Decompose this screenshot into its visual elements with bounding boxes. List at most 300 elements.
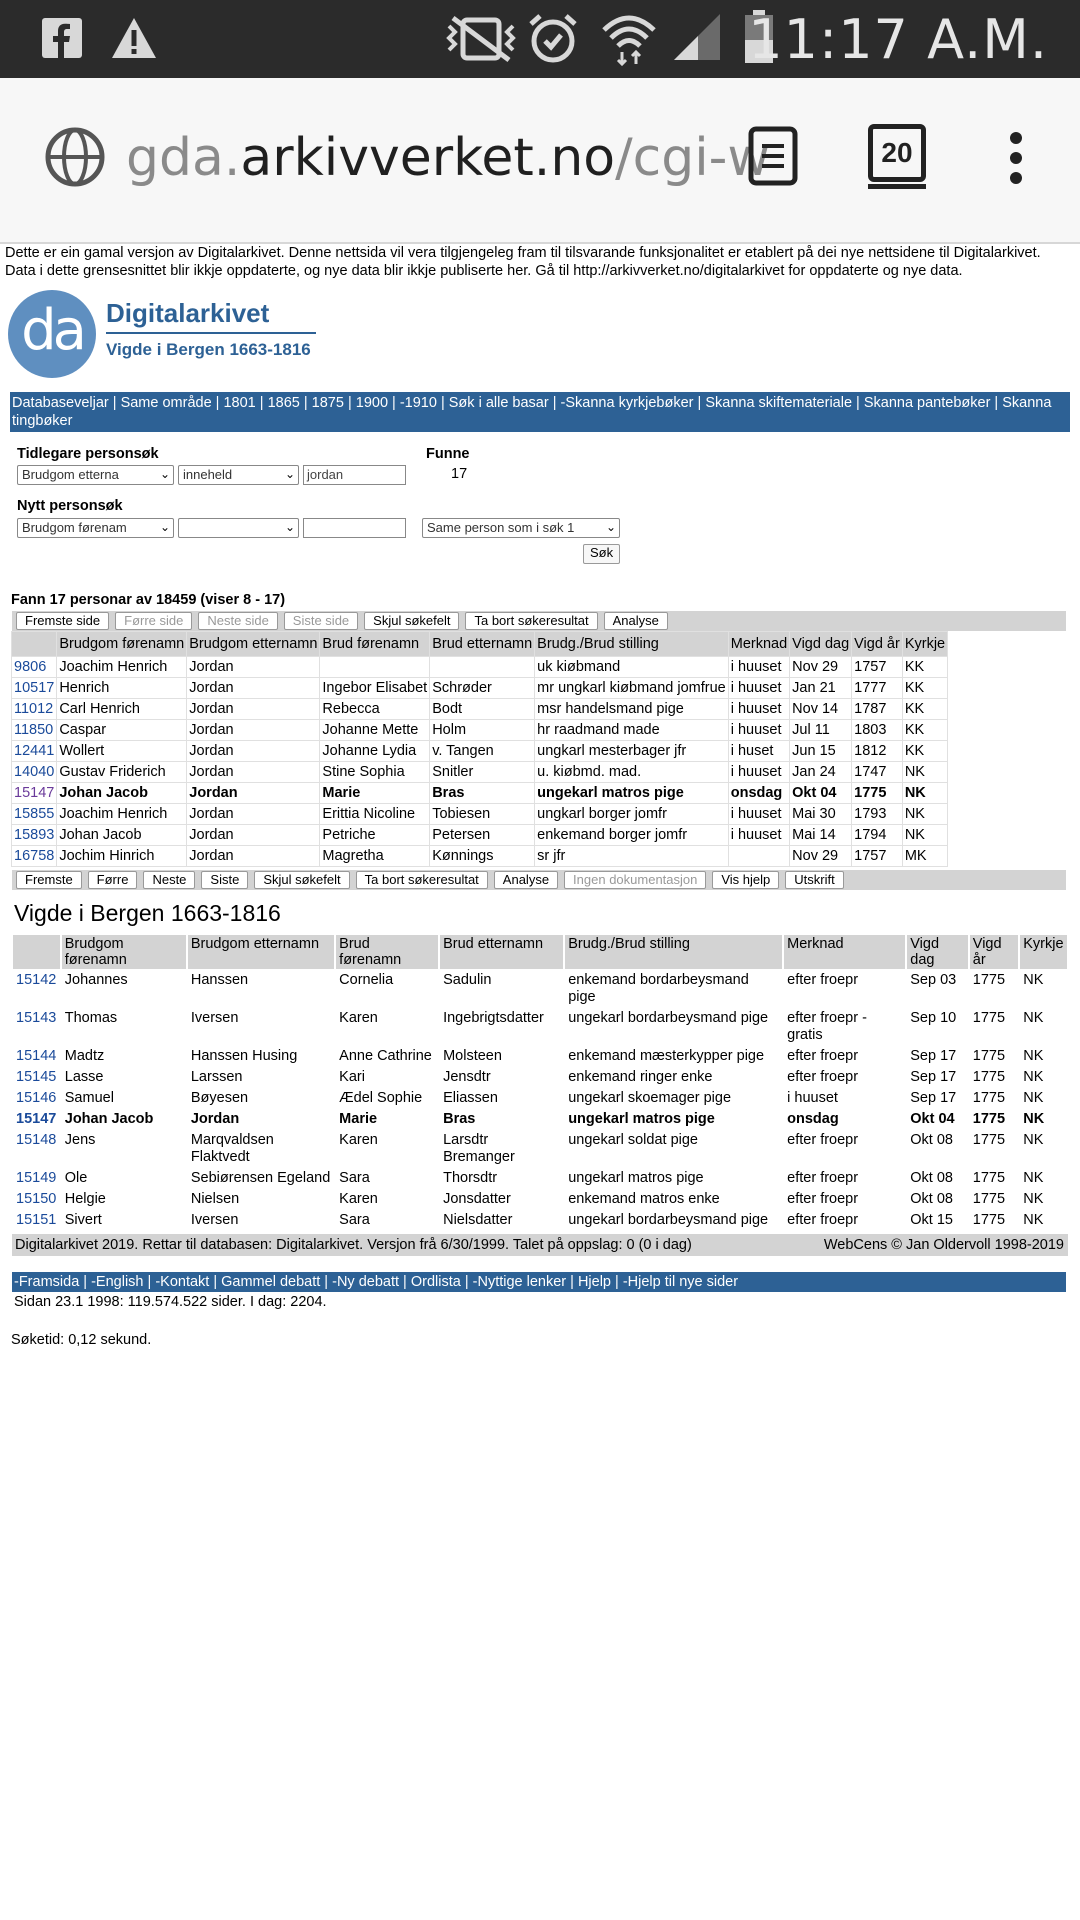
cell-groom-first-name: Madtz: [64, 1048, 105, 1064]
cell-wedding-day: Nov 29: [790, 657, 851, 677]
cell-bride-last-name: Thorsdtr: [443, 1170, 498, 1186]
bottom-button-9[interactable]: Utskrift: [785, 871, 843, 889]
cell-wedding-year: 1747: [852, 762, 902, 782]
cell-groom-first-name: Johan Jacob: [64, 1111, 154, 1127]
credits-bar: [12, 1234, 1068, 1256]
table-row: [13, 1089, 1067, 1108]
bottom-button-7: Ingen dokumentasjon: [564, 871, 706, 889]
cell-bride-first-name: Marie: [320, 783, 429, 803]
cell-bride-last-name: v. Tangen: [430, 741, 534, 761]
cell-bride-first-name: Kari: [339, 1069, 365, 1085]
cell-wedding-day: Sep 17: [910, 1069, 957, 1085]
cell-occupation: hr raadmand made: [535, 720, 728, 740]
nav-link-1[interactable]: Same område: [120, 395, 212, 411]
table-row: [12, 720, 947, 740]
cell-groom-first-name: Johan Jacob: [57, 783, 186, 803]
chevron-down-icon: ⌄: [159, 467, 170, 481]
cell-note: i huuset: [729, 762, 789, 782]
top-button-5[interactable]: Ta bort søkeresultat: [465, 612, 597, 630]
globe-icon[interactable]: [44, 126, 106, 188]
cell-note: efter froepr: [787, 1132, 859, 1148]
cell-bride-first-name: Anne Cathrine: [339, 1048, 432, 1064]
record-link[interactable]: 11012: [14, 701, 54, 717]
table-row: [13, 1110, 1067, 1129]
record-link[interactable]: 15151: [16, 1212, 57, 1228]
status-bar: [0, 0, 1080, 78]
bottom-button-2[interactable]: Neste: [143, 871, 195, 889]
nav-link-6[interactable]: -1910: [399, 395, 437, 411]
cell-bride-last-name: Bodt: [430, 699, 534, 719]
cell-church: KK: [903, 699, 947, 719]
record-link[interactable]: 15142: [16, 972, 57, 988]
cell-groom-last-name: Larssen: [190, 1069, 243, 1085]
cell-church: NK: [1023, 1132, 1044, 1148]
cell-bride-first-name: Johanne Lydia: [320, 741, 429, 761]
nav-separator: |: [299, 395, 312, 411]
nav-link-4[interactable]: 1875: [311, 395, 344, 411]
cell-groom-last-name: Bøyesen: [190, 1090, 249, 1106]
cell-note: efter froepr: [787, 1191, 859, 1207]
nav-separator: |: [320, 1274, 333, 1290]
cell-wedding-day: Sep 10: [910, 1010, 957, 1026]
record-link[interactable]: 15893: [14, 827, 55, 843]
column-header-wedding-year: Vigd år: [852, 632, 902, 656]
cell-bride-first-name: Petriche: [320, 825, 429, 845]
footer-link-5[interactable]: Ordlista: [410, 1274, 461, 1290]
chevron-down-icon: ⌄: [284, 467, 295, 481]
cell-groom-last-name: Nielsen: [190, 1191, 240, 1207]
cell-wedding-day: Okt 04: [790, 783, 851, 803]
cell-wedding-year: 1757: [852, 846, 902, 866]
cell-note: i huuset: [729, 699, 789, 719]
cell-groom-last-name: Jordan: [187, 846, 319, 866]
cell-groom-last-name: Marqvaldsen Flaktvedt: [190, 1132, 274, 1165]
search-button[interactable]: Søk: [583, 544, 620, 564]
footer-link-6[interactable]: -Nyttige lenker: [472, 1274, 567, 1290]
cell-occupation: ungekarl bordarbeysmand pige: [568, 1212, 769, 1228]
table-row: [12, 699, 947, 719]
table-row: [13, 971, 1067, 1007]
cell-wedding-day: Sep 17: [910, 1048, 957, 1064]
cell-record-id: [13, 1047, 60, 1066]
cell-church: KK: [903, 741, 947, 761]
table-row: [13, 1047, 1067, 1066]
nav-separator: |: [460, 1274, 473, 1290]
cell-record-id: [13, 1169, 60, 1188]
table-row: [12, 825, 947, 845]
cell-occupation: ungekarl matros pige: [568, 1111, 715, 1127]
cell-groom-last-name: Jordan: [187, 657, 319, 677]
cell-church: KK: [903, 678, 947, 698]
digitalarkivet-logo[interactable]: da: [8, 290, 96, 378]
cell-groom-first-name: Henrich: [57, 678, 186, 698]
results-header-row: [12, 632, 947, 656]
footer-link-0[interactable]: -Framsida: [14, 1274, 80, 1290]
site-title[interactable]: Digitalarkivet: [106, 298, 270, 328]
cell-wedding-day: Nov 14: [790, 699, 851, 719]
clock: 11:17 A.M.: [748, 8, 1048, 71]
cell-church: MK: [903, 846, 947, 866]
same-person-value: Same person som i søk 1: [427, 520, 575, 535]
database-subtitle: Vigde i Bergen 1663-1816: [106, 340, 311, 359]
cell-note: efter froepr: [787, 1170, 859, 1186]
table-row: [13, 1211, 1067, 1230]
cell-groom-last-name: Jordan: [187, 741, 319, 761]
cell-occupation: ungekarl matros pige: [535, 783, 728, 803]
cell-wedding-year: 1775: [972, 1010, 1006, 1026]
cell-note: onsdag: [729, 783, 789, 803]
cell-church: NK: [903, 825, 947, 845]
new-field-select[interactable]: [17, 518, 174, 538]
cell-occupation: enkemand bordarbeysmand pige: [568, 972, 749, 1005]
cell-groom-first-name: Jochim Hinrich: [57, 846, 186, 866]
record-link[interactable]: 15149: [16, 1170, 57, 1186]
cell-wedding-day: Okt 04: [910, 1111, 955, 1127]
cell-groom-last-name: Jordan: [190, 1111, 240, 1127]
nav-link-3[interactable]: 1865: [267, 395, 300, 411]
column-header-bride-last-name: Brud etternamn: [440, 935, 563, 969]
nav-separator: |: [548, 395, 561, 411]
alarm-icon: [528, 12, 578, 64]
column-header-wedding-year: Vigd år: [970, 935, 1018, 969]
cell-church: NK: [1023, 1191, 1044, 1207]
detail-table: [11, 933, 1069, 1232]
deprecation-notice: Dette er ein gamal versjon av Digitalarkivet. Denne nettsida vil vera tilgjengeleg fram til tilsvarande funksjonalitet er etablert på dei nye nettsidene til Digitalarkivet. Data i dette grensesnittet blir ikkje oppdaterte, og nye data blir ikkje publiserte her. Gå til http://arkivverket.no/digitalarkivet for oppdaterte og nye data.: [5, 245, 1041, 279]
nav-link-5[interactable]: 1900: [355, 395, 389, 411]
wifi-icon: [600, 10, 658, 66]
cell-wedding-year: 1775: [972, 1191, 1006, 1207]
cell-bride-first-name: [320, 657, 429, 677]
new-operator-select[interactable]: [178, 518, 299, 538]
footer-link-8[interactable]: -Hjelp til nye sider: [622, 1274, 739, 1290]
cell-bride-first-name: Cornelia: [339, 972, 394, 988]
cell-groom-first-name: Sivert: [64, 1212, 102, 1228]
cell-wedding-year: 1793: [852, 804, 902, 824]
nav-separator: |: [399, 1274, 411, 1290]
previous-field-value: Brudgom etterna: [22, 467, 119, 482]
cell-bride-first-name: Karen: [339, 1132, 378, 1148]
cell-bride-first-name: Karen: [339, 1191, 378, 1207]
column-header-record-id: [12, 632, 56, 656]
cell-groom-first-name: Carl Henrich: [57, 699, 186, 719]
cell-occupation: msr handelsmand pige: [535, 699, 728, 719]
detail-header-row: [13, 935, 1067, 969]
tab-switcher-button[interactable]: 20: [868, 124, 926, 182]
cell-wedding-year: 1775: [972, 1069, 1006, 1085]
cell-wedding-year: 1775: [972, 1212, 1006, 1228]
bottom-button-0[interactable]: Fremste: [16, 871, 82, 889]
cell-groom-first-name: Caspar: [57, 720, 186, 740]
footer-link-1[interactable]: -English: [91, 1274, 144, 1290]
record-link[interactable]: 15147: [14, 785, 55, 801]
nav-link-2[interactable]: 1801: [223, 395, 256, 411]
chevron-down-icon: ⌄: [284, 520, 295, 534]
page-stats: Sidan 23.1 1998: 119.574.522 sider. I dag: 2204.: [14, 1294, 327, 1310]
previous-operator-select[interactable]: [178, 465, 299, 485]
results-toolbar-bottom: [12, 870, 1066, 890]
cell-church: NK: [1023, 1212, 1044, 1228]
footer-link-7[interactable]: Hjelp: [577, 1274, 611, 1290]
cell-wedding-year: 1775: [972, 1111, 1006, 1127]
column-header-occupation: Brudg./Brud stilling: [535, 632, 728, 656]
facebook-icon: [42, 18, 82, 58]
detail-title: Vigde i Bergen 1663-1816: [14, 900, 281, 926]
cell-groom-first-name: Lasse: [64, 1069, 104, 1085]
cell-groom-last-name: Jordan: [187, 825, 319, 845]
cell-bride-last-name: Jensdtr: [443, 1069, 491, 1085]
cell-note: i huuset: [729, 678, 789, 698]
top-button-6[interactable]: Analyse: [604, 612, 668, 630]
results-toolbar-top: [12, 611, 1066, 631]
record-link[interactable]: 15145: [16, 1069, 57, 1085]
cell-wedding-year: 1794: [852, 825, 902, 845]
cell-occupation: ungekarl bordarbeysmand pige: [568, 1010, 769, 1026]
cell-occupation: enkemand mæsterkypper pige: [568, 1048, 765, 1064]
cell-groom-first-name: Gustav Friderich: [57, 762, 186, 782]
nav-separator: |: [693, 395, 706, 411]
record-link[interactable]: 15146: [16, 1090, 57, 1106]
cell-wedding-day: Okt 08: [910, 1191, 953, 1207]
cell-bride-first-name: Johanne Mette: [320, 720, 429, 740]
signal-icon: [672, 12, 724, 62]
cell-bride-last-name: Ingebrigtsdatter: [443, 1010, 544, 1026]
cell-bride-first-name: Ædel Sophie: [339, 1090, 423, 1106]
cell-note: efter froepr: [787, 1048, 859, 1064]
nav-separator: |: [79, 1274, 92, 1290]
cell-occupation: ungekarl soldat pige: [568, 1132, 698, 1148]
top-button-4[interactable]: Skjul søkefelt: [364, 612, 459, 630]
cell-church: KK: [903, 720, 947, 740]
warning-icon: [110, 16, 158, 60]
cell-occupation: ungekarl skoemager pige: [568, 1090, 732, 1106]
cell-record-id: [12, 783, 56, 803]
cell-groom-last-name: Iversen: [190, 1010, 239, 1026]
table-row: [12, 741, 947, 761]
record-link[interactable]: 9806: [14, 659, 47, 675]
nav-link-7[interactable]: Søk i alle basar: [448, 395, 549, 411]
record-link[interactable]: 10517: [14, 680, 55, 696]
cell-wedding-year: 1775: [972, 1132, 1006, 1148]
cell-groom-first-name: Samuel: [64, 1090, 114, 1106]
nav-link-11[interactable]: Skanna tingbøker: [12, 395, 1052, 429]
table-row: [13, 1009, 1067, 1045]
bottom-button-3[interactable]: Siste: [201, 871, 248, 889]
cell-wedding-day: Sep 17: [910, 1090, 957, 1106]
table-row: [13, 1190, 1067, 1209]
bottom-button-8[interactable]: Vis hjelp: [712, 871, 779, 889]
footer-navigation: [12, 1272, 1066, 1292]
cell-occupation: mr ungkarl kiøbmand jomfrue: [537, 680, 726, 696]
cell-wedding-year: 1777: [852, 678, 902, 698]
column-header-bride-last-name: Brud etternamn: [430, 632, 534, 656]
cell-groom-first-name: Jens: [64, 1132, 96, 1148]
record-link[interactable]: 15147: [16, 1111, 57, 1127]
column-header-groom-last-name: Brudgom etternamn: [187, 632, 319, 656]
cell-bride-last-name: Bras: [443, 1111, 476, 1127]
previous-field-select[interactable]: [17, 465, 174, 485]
cell-groom-last-name: Hanssen: [190, 972, 249, 988]
table-row: [13, 1068, 1067, 1087]
cell-wedding-day: Okt 08: [910, 1170, 953, 1186]
bottom-button-6[interactable]: Analyse: [494, 871, 558, 889]
cell-note: efter froepr: [787, 972, 859, 988]
cell-occupation: sr jfr: [535, 846, 728, 866]
cell-bride-last-name: Jonsdatter: [443, 1191, 511, 1207]
cell-note: efter froepr - gratis: [787, 1010, 867, 1043]
record-link[interactable]: 15150: [16, 1191, 57, 1207]
cell-groom-first-name: Thomas: [64, 1010, 118, 1026]
footer-link-4[interactable]: -Ny debatt: [332, 1274, 400, 1290]
record-link[interactable]: 15148: [16, 1132, 57, 1148]
nav-separator: |: [436, 395, 449, 411]
nav-separator: |: [211, 395, 224, 411]
previous-search-label: Tidlegare personsøk: [17, 446, 159, 462]
cell-wedding-day: Jun 15: [790, 741, 851, 761]
same-person-select[interactable]: [422, 518, 620, 538]
cell-record-id: [13, 1089, 60, 1108]
record-link[interactable]: 11850: [14, 722, 54, 738]
cell-wedding-day: Mai 30: [790, 804, 851, 824]
column-header-church: Kyrkje: [903, 632, 947, 656]
nav-separator: |: [990, 395, 1003, 411]
footer-link-3[interactable]: Gammel debatt: [221, 1274, 321, 1290]
chevron-down-icon: ⌄: [159, 520, 170, 534]
column-header-wedding-day: Vigd dag: [907, 935, 968, 969]
browser-toolbar: [0, 78, 1080, 244]
address-bar[interactable]: [126, 128, 770, 188]
cell-occupation: ungkarl mesterbager jfr: [535, 741, 728, 761]
cell-bride-first-name: Rebecca: [320, 699, 429, 719]
cell-record-id: [13, 1131, 60, 1167]
column-header-bride-first-name: Brud førenamn: [336, 935, 438, 969]
nav-separator: |: [566, 1274, 578, 1290]
new-search-label: Nytt personsøk: [17, 498, 123, 514]
cell-occupation: u. kiøbmd. mad.: [535, 762, 728, 782]
nav-link-0[interactable]: Databaseveljar: [12, 395, 109, 411]
cell-bride-first-name: Stine Sophia: [320, 762, 429, 782]
table-row: [12, 762, 947, 782]
record-link[interactable]: 12441: [14, 743, 55, 759]
cell-note: [729, 846, 789, 866]
bottom-button-4[interactable]: Skjul søkefelt: [254, 871, 349, 889]
cell-record-id: [13, 1190, 60, 1209]
vibrate-mute-icon: [445, 14, 517, 64]
column-header-record-id: [13, 935, 60, 969]
table-row: [12, 783, 947, 803]
top-navigation: [10, 392, 1070, 432]
previous-search-input[interactable]: jordan: [303, 465, 406, 485]
cell-church: NK: [1023, 972, 1044, 988]
cell-groom-last-name: Jordan: [187, 699, 319, 719]
cell-bride-first-name: Sara: [339, 1170, 370, 1186]
record-link[interactable]: 15855: [14, 806, 55, 822]
cell-church: NK: [1023, 1090, 1044, 1106]
column-header-church: Kyrkje: [1020, 935, 1067, 969]
cell-bride-first-name: Sara: [339, 1212, 370, 1228]
overflow-menu-icon[interactable]: [1006, 132, 1026, 184]
nav-separator: |: [108, 395, 121, 411]
bottom-button-1[interactable]: Førre: [88, 871, 138, 889]
cell-record-id: [12, 825, 56, 845]
nav-link-10[interactable]: Skanna pantebøker: [863, 395, 991, 411]
cell-wedding-year: 1787: [852, 699, 902, 719]
footer-link-2[interactable]: -Kontakt: [155, 1274, 210, 1290]
previous-operator-value: inneheld: [183, 467, 233, 482]
cell-wedding-day: Mai 14: [790, 825, 851, 845]
cell-bride-last-name: Larsdtr Bremanger: [443, 1132, 515, 1165]
cell-wedding-day: Sep 03: [910, 972, 957, 988]
new-search-input[interactable]: [303, 518, 406, 538]
cell-bride-last-name: Holm: [430, 720, 534, 740]
cell-groom-last-name: Jordan: [187, 762, 319, 782]
nav-separator: |: [343, 395, 356, 411]
cell-note: onsdag: [787, 1111, 839, 1127]
cell-bride-last-name: Schrøder: [430, 678, 534, 698]
nav-separator: |: [611, 1274, 623, 1290]
cell-bride-last-name: Snitler: [430, 762, 534, 782]
cell-groom-first-name: Joachim Henrich: [57, 804, 186, 824]
cell-groom-first-name: Ole: [64, 1170, 88, 1186]
cell-wedding-day: Jan 21: [790, 678, 851, 698]
cell-groom-last-name: Iversen: [190, 1212, 239, 1228]
cell-record-id: [12, 699, 56, 719]
cell-groom-last-name: Sebiørensen Egeland: [190, 1170, 331, 1186]
cell-bride-last-name: Sadulin: [443, 972, 492, 988]
table-row: [13, 1169, 1067, 1188]
cell-note: i huuset: [729, 825, 789, 845]
cell-bride-first-name: Karen: [339, 1010, 378, 1026]
cell-note: i huset: [729, 741, 789, 761]
cell-bride-first-name: Erittia Nicoline: [320, 804, 429, 824]
cell-church: NK: [1023, 1111, 1045, 1127]
cell-groom-first-name: Helgie: [64, 1191, 106, 1207]
credits-text: Digitalarkivet 2019. Rettar til databasen: Digitalarkivet. Versjon frå 6/30/1999. Talet på oppslag: 0 (0 i dag): [15, 1237, 692, 1253]
record-link[interactable]: 16758: [14, 848, 55, 864]
cell-record-id: [12, 657, 56, 677]
top-button-0[interactable]: Fremste side: [16, 612, 109, 630]
cell-record-id: [13, 1110, 60, 1129]
cell-record-id: [13, 1211, 60, 1230]
nav-separator: |: [852, 395, 864, 411]
table-row: [13, 1131, 1067, 1167]
cell-groom-first-name: Wollert: [57, 741, 186, 761]
reader-mode-icon[interactable]: [748, 126, 798, 186]
bottom-button-5[interactable]: Ta bort søkeresultat: [356, 871, 488, 889]
cell-wedding-day: Okt 08: [910, 1132, 953, 1148]
cell-groom-first-name: Johannes: [64, 972, 128, 988]
cell-groom-last-name: Jordan: [187, 720, 319, 740]
column-header-groom-last-name: Brudgom etternamn: [188, 935, 334, 969]
url-host: arkivverket.no: [240, 128, 616, 188]
page-content: [0, 242, 1080, 1348]
record-link[interactable]: 15143: [16, 1010, 57, 1026]
cell-church: NK: [903, 783, 947, 803]
cell-groom-last-name: Jordan: [187, 678, 319, 698]
column-header-wedding-day: Vigd dag: [790, 632, 851, 656]
nav-link-9[interactable]: Skanna skiftemateriale: [705, 395, 853, 411]
cell-wedding-day: Jul 11: [790, 720, 851, 740]
url-path: /cgi-w: [615, 128, 770, 188]
cell-record-id: [12, 804, 56, 824]
nav-link-8[interactable]: -Skanna kyrkjebøker: [560, 395, 694, 411]
table-row: [12, 678, 947, 698]
top-button-2: Neste side: [198, 612, 277, 630]
cell-record-id: [12, 720, 56, 740]
cell-wedding-year: 1775: [972, 1048, 1006, 1064]
cell-groom-last-name: Jordan: [187, 783, 319, 803]
record-link[interactable]: 15144: [16, 1048, 57, 1064]
record-link[interactable]: 14040: [14, 764, 55, 780]
